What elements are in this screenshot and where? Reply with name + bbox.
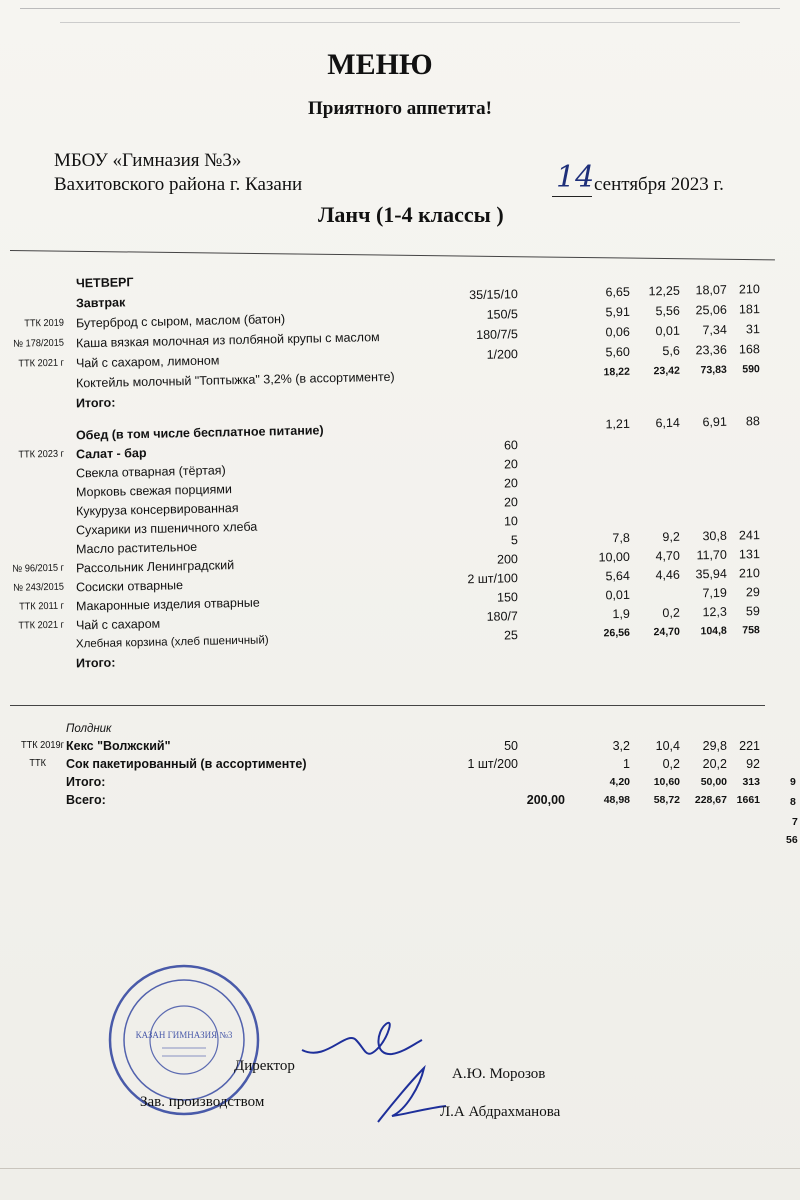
protein: 5,91 xyxy=(605,304,631,320)
fat: 5,6 xyxy=(662,343,680,359)
carbs: 7,19 xyxy=(702,585,727,601)
kcal: 210 xyxy=(738,566,760,581)
snack-total-row xyxy=(0,773,800,791)
kcal-total: 758 xyxy=(742,624,760,637)
kcal-total: 313 xyxy=(742,776,760,788)
fat: 10,4 xyxy=(655,739,680,753)
kcal: 131 xyxy=(738,547,760,562)
breakfast-label: Завтрак xyxy=(75,295,126,311)
qty: 150/5 xyxy=(486,307,519,322)
dish-name: Кекс "Волжский" xyxy=(66,739,171,753)
qty: 10 xyxy=(503,514,519,529)
top-divider xyxy=(10,250,775,260)
protein: 7,8 xyxy=(612,530,631,546)
carbs: 29,8 xyxy=(702,739,727,753)
dish-name: Рассольник Ленинградский xyxy=(75,558,235,576)
recipe-code: ТТК 2021 г xyxy=(18,619,65,632)
carbs: 25,06 xyxy=(695,302,727,318)
dish-name: Хлебная корзина (хлеб пшеничный) xyxy=(75,634,269,651)
carbs-total: 104,8 xyxy=(700,624,727,638)
scan-artifact-line xyxy=(60,22,740,23)
qty: 1 шт/200 xyxy=(467,757,518,771)
production-name: Л.А Абдрахманова xyxy=(440,1104,561,1120)
margin-digit: 7 xyxy=(792,816,798,828)
carbs: 30,8 xyxy=(702,528,727,544)
fat: 5,56 xyxy=(655,303,680,319)
lunch-label: Обед (в том числе бесплатное питание) xyxy=(75,423,324,443)
table-row xyxy=(0,755,800,773)
table-row xyxy=(0,737,800,755)
carbs: 7,34 xyxy=(702,322,727,338)
fat-total: 10,60 xyxy=(653,776,680,788)
fat: 0,2 xyxy=(662,757,680,771)
dish-name: Морковь свежая порциями xyxy=(75,482,233,500)
carbs: 23,36 xyxy=(695,342,727,358)
kcal-grand-total: 1661 xyxy=(736,794,760,806)
scan-artifact-line xyxy=(20,8,780,9)
fat-total: 23,42 xyxy=(653,364,680,378)
protein: 1 xyxy=(623,757,630,771)
director-name: А.Ю. Морозов xyxy=(452,1066,546,1082)
qty: 5 xyxy=(510,533,519,548)
qty: 50 xyxy=(504,739,518,753)
total-label: Итого: xyxy=(75,655,116,671)
snack-label: Полдник xyxy=(66,723,112,735)
day-label: ЧЕТВЕРГ xyxy=(75,275,134,291)
protein-grand-total: 48,98 xyxy=(603,794,630,806)
carbs: 35,94 xyxy=(695,566,727,582)
fat: 12,25 xyxy=(648,283,680,299)
dish-name: Коктейль молочный "Топтыжка" 3,2% (в ассортименте) xyxy=(75,369,395,391)
grand-total-label: Всего: xyxy=(66,793,106,807)
page-subtitle: Приятного аппетита! xyxy=(307,98,492,119)
kcal: 31 xyxy=(745,322,760,337)
qty: 180/7/5 xyxy=(476,327,519,343)
qty: 35/15/10 xyxy=(469,287,519,303)
dish-name: Чай с сахаром, лимоном xyxy=(75,353,220,371)
carbs-grand-total: 228,67 xyxy=(694,794,727,806)
kcal: 241 xyxy=(738,528,760,543)
kcal: 59 xyxy=(745,604,760,619)
protein-total: 26,56 xyxy=(603,626,630,640)
carbs: 6,91 xyxy=(702,414,727,430)
qty: 25 xyxy=(503,628,519,643)
kcal: 92 xyxy=(746,757,760,771)
production-label: Зав. производством xyxy=(140,1094,265,1110)
fat: 0,01 xyxy=(655,323,680,339)
qty: 1/200 xyxy=(486,347,519,362)
protein-total: 4,20 xyxy=(609,776,630,788)
protein: 3,2 xyxy=(612,739,630,753)
snack-header-row xyxy=(0,720,800,738)
qty: 20 xyxy=(503,495,519,510)
page-title: МЕНЮ xyxy=(327,48,433,81)
carbs: 20,2 xyxy=(702,757,727,771)
dish-name: Салат - бар xyxy=(75,445,147,462)
dish-name: Каша вязкая молочная из полбяной крупы с маслом xyxy=(75,330,380,351)
recipe-code: ТТК xyxy=(29,758,46,769)
kcal: 168 xyxy=(738,342,760,357)
margin-digit: 9 xyxy=(790,776,796,788)
protein: 0,01 xyxy=(605,587,631,603)
dish-name: Кукуруза консервированная xyxy=(75,501,239,519)
total-label: Итого: xyxy=(75,395,116,411)
carbs-total: 50,00 xyxy=(700,776,727,788)
fat: 9,2 xyxy=(662,529,680,545)
recipe-code: ТТК 2023 г xyxy=(18,448,65,461)
qty: 20 xyxy=(503,476,519,491)
total-label: Итого: xyxy=(66,775,106,789)
recipe-code: ТТК 2019г xyxy=(21,740,64,751)
qty: 150 xyxy=(496,590,519,605)
fat: 4,46 xyxy=(655,567,680,583)
fat: 0,2 xyxy=(662,605,680,621)
dish-name: Сосиски отварные xyxy=(75,578,184,595)
fat: 6,14 xyxy=(655,415,680,431)
dish-name: Макаронные изделия отварные xyxy=(75,595,260,614)
qty: 20 xyxy=(503,457,519,472)
date-month-year: сентября 2023 г. xyxy=(594,174,724,195)
kcal: 181 xyxy=(738,302,760,317)
kcal: 29 xyxy=(745,585,760,600)
protein-total: 18,22 xyxy=(603,365,630,379)
dish-name: Бутерброд с сыром, маслом (батон) xyxy=(75,312,286,331)
protein: 0,06 xyxy=(605,324,631,340)
protein: 5,60 xyxy=(605,344,631,360)
margin-digit: 8 xyxy=(790,796,796,808)
carbs: 11,70 xyxy=(696,547,727,563)
recipe-code: № 243/2015 xyxy=(13,581,65,594)
fat-grand-total: 58,72 xyxy=(653,794,680,806)
school-name: МБОУ «Гимназия №3» xyxy=(54,150,242,171)
director-label: Директор xyxy=(234,1058,295,1074)
carbs: 18,07 xyxy=(695,282,727,298)
fat: 4,70 xyxy=(655,548,680,564)
grand-total-row xyxy=(0,791,800,809)
recipe-code: ТТК 2021 г xyxy=(18,357,65,370)
kcal-total: 590 xyxy=(742,363,760,376)
grand-total-price: 200,00 xyxy=(526,793,565,807)
protein: 10,00 xyxy=(598,549,631,565)
recipe-code: № 96/2015 г xyxy=(12,562,65,575)
mid-divider xyxy=(10,705,765,706)
protein: 1,21 xyxy=(605,416,631,432)
kcal: 88 xyxy=(745,414,760,429)
qty: 180/7 xyxy=(486,609,519,624)
dish-name: Масло растительное xyxy=(75,539,198,557)
carbs-total: 73,83 xyxy=(700,363,727,377)
date-underline xyxy=(552,196,592,197)
recipe-code: ТТК 2019 xyxy=(24,317,65,330)
dish-name: Свекла отварная (тёртая) xyxy=(75,463,226,481)
recipe-code: № 178/2015 xyxy=(13,337,65,350)
page-bottom-edge xyxy=(0,1168,800,1169)
dish-name: Сухарики из пшеничного хлеба xyxy=(75,519,258,538)
kcal: 221 xyxy=(739,739,760,753)
dish-name: Сок пакетированный (в ассортименте) xyxy=(66,757,307,771)
carbs: 12,3 xyxy=(702,604,727,620)
protein: 5,64 xyxy=(605,568,631,584)
qty: 60 xyxy=(503,438,519,453)
date-day-handwritten: 14 xyxy=(556,160,595,195)
menu-name: Ланч (1-4 классы ) xyxy=(318,202,504,227)
qty: 2 шт/100 xyxy=(467,571,519,587)
school-district: Вахитовского района г. Казани xyxy=(54,174,303,195)
protein: 1,9 xyxy=(612,606,631,622)
recipe-code: ТТК 2011 г xyxy=(19,600,65,613)
stamp-text: КАЗАН ГИМНАЗИЯ №3 xyxy=(135,1030,233,1040)
fat-total: 24,70 xyxy=(653,625,680,639)
dish-name: Чай с сахаром xyxy=(75,616,161,633)
qty: 200 xyxy=(496,552,519,567)
margin-digit: 56 xyxy=(786,834,798,846)
protein: 6,65 xyxy=(605,284,631,300)
kcal: 210 xyxy=(738,282,760,297)
